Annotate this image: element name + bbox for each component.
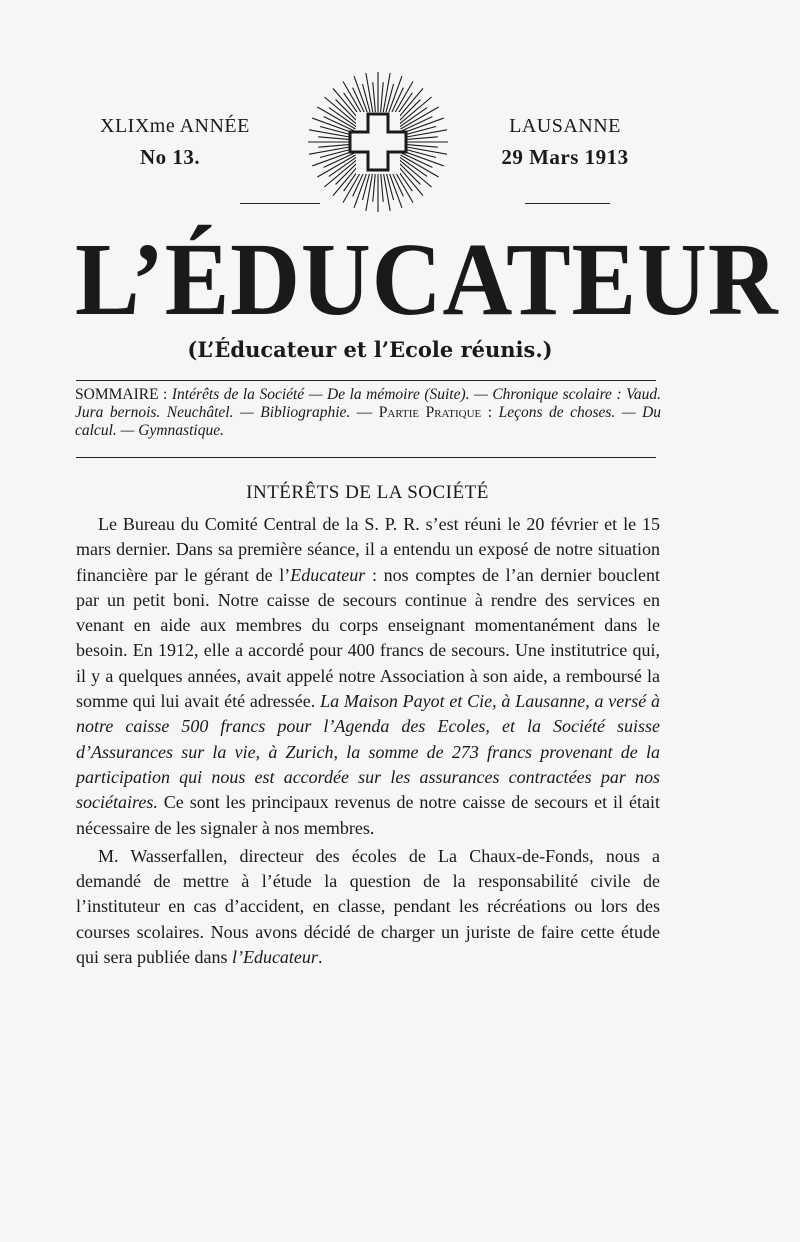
sommaire-bottom-rule (76, 457, 656, 458)
toc-item: — De la mémoire (Suite). (308, 386, 470, 403)
masthead-subtitle: (L’Éducateur et l’Ecole réunis.) (187, 337, 553, 362)
sunburst-ray (329, 157, 357, 177)
text-run: Le Bureau du Comité Central de la S. P. R. s’est réuni le 20 février et le 15 mars dernier. Dans sa première séance, il a entendu un exposé de notre situation financière par le gérant de l’ (76, 514, 660, 585)
publication-city: LAUSANNE (509, 115, 621, 137)
volume-year: XLIXme ANNÉE (100, 115, 250, 137)
sommaire-label: SOMMAIRE : (75, 386, 168, 403)
issue-number: No 13. (140, 145, 201, 169)
toc-item: Intérêts de la Société (171, 386, 305, 403)
toc-item: Vaud. Jura bernois. Neuchâtel. (75, 386, 662, 421)
sunburst-ray (399, 157, 427, 177)
table-of-contents (75, 386, 661, 440)
paragraph (76, 844, 660, 970)
swiss-cross-sunburst-icon (308, 70, 448, 215)
toc-item: Leçons de choses. (498, 404, 616, 421)
text-run: M. Wasserfallen, directeur des écoles de La Chaux-de-Fonds, nous a demandé de mettre à l’étude la question de la responsabilité civile de l’instituteur en cas d’accident, en classe, pendant les récréations ou lors des courses scolaires. Nous avons décidé de charger un juriste de faire cette étude qui sera publiée dans (76, 845, 660, 968)
sunburst-ray (404, 144, 438, 147)
toc-item: — Partie Pratique : (356, 404, 493, 421)
sunburst-ray (404, 137, 438, 140)
text-run-italic: l’Educateur (231, 947, 318, 968)
text-run: : nos comptes de l’an dernier bouclent par un petit boni. Notre caisse de secours continue à rendre des services en venant en aide aux membres du corps enseignant momentanément dans le besoin. En 1912, elle a accordé pour 400 francs de secours. Une institutrice qui, il y a quelques années, avait appelé notre Association à son aide, a remboursé la somme qui lui avait été adressée. (76, 564, 660, 712)
article-title: INTÉRÊTS DE LA SOCIÉTÉ (246, 482, 489, 503)
sunburst-ray (318, 144, 352, 147)
sunburst-ray (318, 137, 352, 140)
sommaire-top-rule (76, 380, 656, 381)
issue-date: 29 Mars 1913 (501, 145, 629, 169)
article-body (76, 512, 660, 970)
toc-item: — Chronique scolaire : (474, 386, 622, 403)
toc-item: — Bibliographie. (240, 404, 351, 421)
sunburst-ray (380, 82, 383, 116)
header-right (485, 115, 645, 204)
text-run: . (317, 947, 323, 968)
masthead-title: L’ÉDUCATEUR (75, 222, 779, 337)
header-left (100, 115, 260, 204)
toc-item: — Gymnastique. (120, 422, 224, 439)
text-run-italic: Educateur (290, 564, 366, 585)
sunburst-ray (373, 82, 376, 116)
text-run: Ce sont les principaux revenus de notre caisse de secours et il était nécessaire de les signaler à nos membres. (76, 792, 660, 838)
paragraph (76, 512, 660, 841)
toc-item: — Du calcul. (75, 404, 662, 439)
sunburst-ray (329, 108, 357, 128)
header-right-rule (525, 203, 610, 204)
text-run-italic: La Maison Payot et Cie, à Lausanne, a versé à notre caisse 500 francs pour l’Agenda des Ecoles, et la Société suisse d’Assurances sur la vie, à Zurich, la somme de 273 francs provenant de la participation qui nous est accordée sur les assurances contractées par nos sociétaires. (76, 691, 661, 813)
sunburst-ray (399, 108, 427, 128)
